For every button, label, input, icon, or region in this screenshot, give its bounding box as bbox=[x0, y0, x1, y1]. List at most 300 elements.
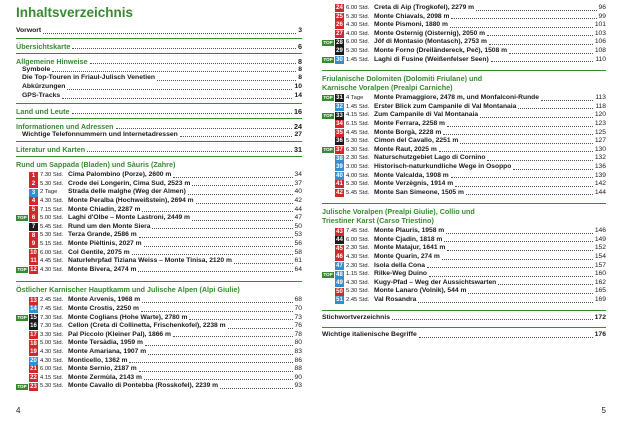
toc-tour-entry[interactable] bbox=[322, 262, 606, 271]
toc-entry[interactable] bbox=[322, 314, 606, 323]
toc-tour-entry[interactable] bbox=[16, 382, 302, 391]
toc-tour-entry[interactable] bbox=[322, 180, 606, 189]
tour-number-badge: 16 bbox=[30, 323, 37, 330]
toc-tour-entry[interactable] bbox=[322, 56, 606, 65]
toc-tour-entry[interactable] bbox=[322, 13, 606, 22]
toc-tour-entry[interactable] bbox=[322, 163, 606, 172]
spacer bbox=[16, 274, 302, 279]
toc-tour-entry[interactable] bbox=[16, 305, 302, 314]
top-tour-badge bbox=[16, 190, 28, 196]
top-tour-badge bbox=[16, 366, 28, 372]
right-page bbox=[310, 0, 620, 421]
page-ref: 6 bbox=[298, 41, 302, 51]
toc-entry[interactable] bbox=[322, 331, 606, 340]
leader-dots bbox=[234, 263, 293, 264]
leader-dots bbox=[145, 345, 293, 346]
toc-tour-entry[interactable] bbox=[16, 206, 302, 215]
tour-sections-right bbox=[322, 64, 606, 304]
toc-tour-entry[interactable] bbox=[322, 129, 606, 138]
tour-number-badge: 38 bbox=[336, 155, 343, 162]
page-ref: 34 bbox=[294, 171, 302, 179]
toc-tour-entry[interactable] bbox=[322, 172, 606, 181]
page-ref: 125 bbox=[594, 128, 606, 136]
tour-number-badge: 19 bbox=[30, 349, 37, 356]
top-tour-badge bbox=[322, 263, 334, 269]
page-ref: 146 bbox=[594, 227, 606, 235]
toc-tour-entry[interactable] bbox=[16, 296, 302, 305]
tour-duration: 5.30 Std. bbox=[346, 47, 370, 54]
toc-tour-entry[interactable] bbox=[322, 120, 606, 129]
tour-number-badge: 14 bbox=[30, 306, 37, 313]
section-heading-line: Friulanische Dolomiten (Dolomiti Friulane) und bbox=[322, 74, 483, 84]
tour-duration: 5.30 Std. bbox=[40, 383, 64, 390]
tour-name: Cellon (Creta di Collinetta, Frischenkofel), 2238 m bbox=[68, 322, 226, 330]
tour-duration: 4.30 Std. bbox=[40, 266, 64, 273]
leader-dots bbox=[447, 126, 593, 127]
toc-tour-entry[interactable] bbox=[322, 146, 606, 155]
tour-number-badge: 44 bbox=[336, 237, 343, 244]
toc-tour-entry[interactable] bbox=[322, 4, 606, 13]
toc-tour-entry[interactable] bbox=[322, 270, 606, 279]
toc-entry[interactable] bbox=[16, 42, 302, 51]
tour-name: Strada delle malghe (Weg der Almen) bbox=[68, 188, 186, 196]
leader-dots bbox=[43, 33, 296, 34]
tour-number-badge: 41 bbox=[336, 181, 343, 188]
toc-entry[interactable] bbox=[16, 66, 302, 75]
tour-duration: 5.00 Std. bbox=[40, 215, 64, 222]
tour-duration: 2.30 Std. bbox=[346, 245, 370, 252]
tour-name: Monte Pismoni, 1880 m bbox=[374, 21, 448, 29]
page-number-left: 4 bbox=[16, 406, 21, 415]
toc-tour-entry[interactable] bbox=[16, 357, 302, 366]
tour-duration: 2.45 Std. bbox=[346, 297, 370, 304]
tour-duration: 6.00 Std. bbox=[40, 249, 64, 256]
leader-dots bbox=[87, 151, 292, 152]
top-tour-badge: TOP bbox=[323, 147, 333, 153]
page-ref: 90 bbox=[294, 373, 302, 381]
toc-tour-entry[interactable] bbox=[16, 348, 302, 357]
tour-duration: 4.30 Std. bbox=[40, 348, 64, 355]
leader-dots bbox=[446, 233, 593, 234]
leader-dots bbox=[188, 194, 293, 195]
tour-duration: 4.45 Std. bbox=[346, 129, 370, 136]
tour-name: Cima Palombino (Porze), 2600 m bbox=[68, 171, 172, 179]
tour-number-badge: 47 bbox=[336, 262, 343, 269]
page-ref: 83 bbox=[294, 347, 302, 355]
toc-tour-entry[interactable] bbox=[16, 339, 302, 348]
tour-duration: 4.30 Std. bbox=[346, 22, 370, 29]
page-ref: 88 bbox=[294, 365, 302, 373]
toc-tour-entry[interactable] bbox=[322, 253, 606, 262]
leader-dots bbox=[192, 220, 293, 221]
tour-name: Monte Sernio, 2187 m bbox=[68, 365, 137, 373]
entry-title: Die Top-Touren in Friaul-Julisch Venetien bbox=[22, 74, 156, 82]
tour-number-badge: 18 bbox=[30, 340, 37, 347]
leader-dots bbox=[518, 108, 593, 109]
page-ref: 78 bbox=[294, 330, 302, 338]
top-tour-badge bbox=[322, 22, 334, 28]
tour-duration: 4.30 Std. bbox=[346, 279, 370, 286]
leader-dots bbox=[487, 35, 593, 36]
toc-tour-entry[interactable] bbox=[16, 314, 302, 323]
tour-number-badge: 3 bbox=[29, 189, 38, 197]
toc-tour-entry[interactable] bbox=[322, 111, 606, 120]
tour-name: Monte Peralba (Hochweißstein), 2694 m bbox=[68, 197, 194, 204]
top-tour-badge bbox=[322, 254, 334, 260]
tour-number-badge: 27 bbox=[336, 31, 343, 38]
tour-name: Monte Quarin, 274 m bbox=[374, 253, 440, 261]
leader-dots bbox=[466, 194, 593, 195]
tour-duration: 7.30 Std. bbox=[40, 323, 64, 330]
entry-title: Symbole bbox=[22, 65, 51, 73]
top-tour-badge bbox=[16, 198, 28, 204]
tour-number-badge: 33 bbox=[336, 112, 343, 119]
page-ref: 37 bbox=[294, 179, 302, 187]
tour-name: Laghi di Fusine (Weißenfelser Seen) bbox=[374, 55, 489, 63]
top-tour-badge bbox=[322, 237, 334, 243]
tour-name: Monte Matajur, 1641 m bbox=[374, 244, 446, 252]
section-heading bbox=[322, 207, 606, 225]
tour-number-badge: 50 bbox=[336, 288, 343, 295]
page-ref: 31 bbox=[294, 145, 302, 155]
tour-name: Creta di Aip (Trogkofel), 2279 m bbox=[374, 4, 475, 11]
toc-tour-entry[interactable] bbox=[322, 236, 606, 245]
tour-name: Monte Arvenis, 1968 m bbox=[68, 296, 141, 304]
page-ref: 44 bbox=[294, 205, 302, 213]
top-tour-badge bbox=[322, 14, 334, 20]
toc-entry[interactable] bbox=[16, 74, 302, 83]
tour-duration: 2.45 Std. bbox=[40, 297, 64, 304]
toc-tour-entry[interactable] bbox=[322, 38, 606, 47]
leader-dots bbox=[418, 302, 592, 303]
tour-name: Zum Campanile di Val Montanaia bbox=[374, 111, 479, 119]
divider bbox=[322, 70, 606, 71]
tour-duration: 5.30 Std. bbox=[40, 180, 64, 187]
tour-number-badge: 28 bbox=[336, 39, 343, 46]
toc-tour-entry[interactable] bbox=[322, 296, 606, 305]
divider bbox=[16, 103, 302, 104]
tour-number-badge: 34 bbox=[336, 121, 343, 128]
leader-dots bbox=[509, 53, 593, 54]
toc-tour-entry[interactable] bbox=[322, 154, 606, 163]
page-ref: 149 bbox=[594, 235, 606, 243]
toc-tour-entry[interactable] bbox=[322, 21, 606, 30]
leader-dots bbox=[443, 134, 593, 135]
tour-sections-left bbox=[16, 156, 302, 391]
page-number-right: 5 bbox=[601, 406, 606, 415]
leader-dots bbox=[429, 276, 593, 277]
leader-dots bbox=[444, 241, 592, 242]
toc-tour-entry[interactable] bbox=[322, 30, 606, 39]
page-ref: 64 bbox=[294, 265, 302, 273]
top-tour-badge bbox=[16, 258, 28, 264]
tour-duration: 6.15 Std. bbox=[346, 120, 370, 127]
page-ref: 123 bbox=[594, 119, 606, 127]
tour-duration: 7.45 Std. bbox=[346, 228, 370, 235]
toc-tour-entry[interactable] bbox=[322, 287, 606, 296]
page-ref: 127 bbox=[594, 137, 606, 145]
top-tour-badge bbox=[16, 323, 28, 329]
leader-dots bbox=[173, 177, 292, 178]
entry-title: Informationen und Adressen bbox=[16, 121, 114, 131]
tour-number-badge: 12 bbox=[30, 267, 37, 274]
toc-entry[interactable] bbox=[16, 131, 302, 140]
toc-tour-entry[interactable] bbox=[322, 94, 606, 103]
toc-entry[interactable] bbox=[16, 122, 302, 131]
toc-tour-entry[interactable] bbox=[16, 374, 302, 383]
tour-duration: 5.30 Std. bbox=[40, 232, 64, 239]
top-tour-badge bbox=[16, 207, 28, 213]
tour-number-badge: 30 bbox=[336, 56, 343, 63]
top-tour-badge bbox=[322, 190, 334, 196]
tour-name: Monticello, 1362 m bbox=[68, 356, 128, 364]
tour-duration: 4.00 Std. bbox=[346, 30, 370, 37]
leader-dots bbox=[468, 293, 592, 294]
tour-name: Jôf di Montasio (Montasch), 2753 m bbox=[374, 38, 487, 46]
tour-duration: 4.45 Std. bbox=[40, 258, 64, 265]
top-tour-badge bbox=[322, 48, 334, 54]
page-ref: 118 bbox=[595, 102, 606, 110]
leader-dots bbox=[480, 117, 593, 118]
tour-name: Monte Chiadin, 2287 m bbox=[68, 205, 141, 213]
leader-dots bbox=[116, 128, 292, 129]
page-ref: 58 bbox=[294, 248, 302, 256]
top-tour-badge bbox=[16, 349, 28, 355]
toc-tour-entry[interactable] bbox=[16, 223, 302, 232]
top-tour-badge: TOP bbox=[323, 95, 333, 101]
leader-dots bbox=[489, 44, 593, 45]
leader-dots bbox=[129, 362, 292, 363]
page-ref: 47 bbox=[294, 214, 302, 222]
page-ref: 53 bbox=[294, 231, 302, 239]
top-tour-badge bbox=[16, 341, 28, 347]
leader-dots bbox=[487, 160, 592, 161]
toc-tour-entry[interactable] bbox=[16, 180, 302, 189]
tour-number-badge: 7 bbox=[29, 223, 38, 231]
toc-tour-entry[interactable] bbox=[322, 137, 606, 146]
page-ref: 80 bbox=[294, 339, 302, 347]
page-ref: 154 bbox=[594, 253, 606, 261]
top-tour-badge bbox=[16, 306, 28, 312]
top-tour-badge: TOP bbox=[323, 271, 333, 277]
leader-dots bbox=[228, 328, 293, 329]
toc-entry[interactable] bbox=[16, 83, 302, 92]
toc-tour-entry[interactable] bbox=[322, 189, 606, 198]
tour-name: Monte Tersàdia, 1959 m bbox=[68, 339, 143, 347]
top-tour-badge bbox=[322, 280, 334, 286]
toc-tour-entry[interactable] bbox=[16, 240, 302, 249]
entry-title: Land und Leute bbox=[16, 106, 70, 116]
tour-duration: 4.30 Std. bbox=[346, 254, 370, 261]
tour-duration: 1.45 Std. bbox=[346, 103, 370, 110]
tour-number-badge: 10 bbox=[30, 249, 37, 256]
page-ref: 162 bbox=[594, 278, 606, 286]
toc-tour-entry[interactable] bbox=[322, 279, 606, 288]
toc-tour-entry[interactable] bbox=[16, 257, 302, 266]
leader-dots bbox=[442, 259, 593, 260]
leader-dots bbox=[144, 246, 293, 247]
tour-number-badge: 40 bbox=[336, 172, 343, 179]
toc-entry[interactable] bbox=[16, 57, 302, 66]
entry-title: GPS-Tracks bbox=[22, 91, 61, 99]
divider bbox=[322, 327, 606, 328]
tour-name: Monte Chiavals, 2098 m bbox=[374, 12, 450, 20]
tour-number-badge: 51 bbox=[336, 297, 343, 304]
tour-number-badge: 22 bbox=[30, 374, 37, 381]
section-heading-line: Östlicher Karnischer Hauptkamm und Julische Alpen (Alpi Giulie) bbox=[16, 285, 240, 295]
divider bbox=[322, 310, 606, 311]
tour-duration: 7.30 Std. bbox=[40, 172, 64, 179]
leader-dots bbox=[192, 185, 292, 186]
top-tour-badge bbox=[16, 233, 28, 239]
leader-dots bbox=[513, 169, 592, 170]
leader-dots bbox=[139, 371, 293, 372]
toc-tour-entry[interactable] bbox=[16, 231, 302, 240]
entry-title: Wichtige italienische Begriffe bbox=[322, 331, 417, 339]
tour-number-badge: 25 bbox=[336, 13, 343, 20]
tour-number-badge: 48 bbox=[336, 271, 343, 278]
spacer bbox=[322, 197, 606, 201]
section-heading-line: Triestiner Karst (Carso Triestino) bbox=[322, 216, 434, 226]
top-tour-badge: TOP bbox=[323, 39, 333, 45]
tour-name: Monte San Simeone, 1505 m bbox=[374, 188, 464, 196]
tour-number-badge: 5 bbox=[29, 206, 38, 214]
entry-title: Wichtige Telefonnummern und Internetadressen bbox=[22, 130, 178, 138]
tour-name: Monte Lanaro (Volnik), 544 m bbox=[374, 287, 467, 295]
page-ref: 165 bbox=[594, 287, 606, 295]
tour-name: Monte Ferrara, 2258 m bbox=[374, 119, 445, 127]
toc-tour-entry[interactable] bbox=[322, 244, 606, 253]
tour-number-badge: 49 bbox=[336, 280, 343, 287]
toc-tour-entry[interactable] bbox=[16, 197, 302, 206]
toc-tour-entry[interactable] bbox=[322, 103, 606, 112]
tour-duration: 4.00 Std. bbox=[346, 172, 370, 179]
page-ref: 3 bbox=[298, 27, 302, 34]
tour-duration: 1.15 Std. bbox=[346, 271, 370, 278]
top-tour-badge: TOP bbox=[17, 314, 27, 320]
top-tour-badge bbox=[16, 375, 28, 381]
top-tour-badge bbox=[16, 250, 28, 256]
tour-number-badge: 39 bbox=[336, 164, 343, 171]
page-ref: 76 bbox=[294, 322, 302, 330]
toc-entry[interactable] bbox=[16, 92, 302, 101]
leader-dots bbox=[144, 379, 293, 380]
top-tour-badge bbox=[322, 138, 334, 144]
leader-dots bbox=[451, 177, 593, 178]
toc-entry[interactable] bbox=[16, 107, 302, 116]
page-ref: 24 bbox=[294, 121, 302, 131]
tour-number-badge: 13 bbox=[30, 297, 37, 304]
tour-number-badge: 31 bbox=[336, 95, 343, 102]
top-tour-badge bbox=[322, 246, 334, 252]
tour-name: Monte Bivera, 2474 m bbox=[68, 265, 137, 273]
toc-tour-entry[interactable] bbox=[16, 188, 302, 197]
page-ref: 8 bbox=[298, 65, 302, 73]
toc-tour-entry[interactable] bbox=[322, 227, 606, 236]
top-tour-badge bbox=[16, 298, 28, 304]
section-heading-line: Rund um Sappada (Bladen) und Sàuris (Zahre) bbox=[16, 160, 176, 170]
tour-number-badge: 15 bbox=[30, 314, 37, 321]
top-tour-badge bbox=[16, 332, 28, 338]
tour-list-continued bbox=[322, 4, 606, 64]
tour-name: Monte Cavallo di Pontebba (Rosskofel), 2239 m bbox=[68, 382, 219, 390]
leader-dots bbox=[141, 311, 293, 312]
top-tour-badge: TOP bbox=[17, 383, 27, 389]
tour-duration: 4.30 Std. bbox=[40, 198, 64, 204]
toc-tour-entry[interactable] bbox=[16, 266, 302, 275]
top-tour-badge bbox=[322, 130, 334, 136]
top-tour-badge bbox=[322, 181, 334, 187]
tour-number-badge: 46 bbox=[336, 254, 343, 261]
toc-tour-entry[interactable] bbox=[16, 214, 302, 223]
tour-number-badge: 4 bbox=[29, 197, 38, 205]
entry-title: Vorwort bbox=[16, 27, 42, 34]
page-ref: 16 bbox=[294, 106, 302, 116]
spacer bbox=[322, 322, 606, 325]
tour-duration: 5.45 Std. bbox=[346, 189, 370, 196]
tour-number-badge: 36 bbox=[336, 138, 343, 145]
entry-title: Stichwortverzeichnis bbox=[322, 313, 390, 321]
leader-dots bbox=[142, 302, 292, 303]
page-ref: 176 bbox=[594, 331, 606, 339]
page-ref: 130 bbox=[594, 145, 606, 153]
toc-tour-entry[interactable] bbox=[322, 47, 606, 56]
tour-name: Monte Zermùla, 2143 m bbox=[68, 373, 142, 381]
toc-tour-entry[interactable] bbox=[16, 171, 302, 180]
toc-tour-entry[interactable] bbox=[16, 249, 302, 258]
tour-duration: 5.30 Std. bbox=[346, 181, 370, 188]
tour-number-badge: 23 bbox=[30, 383, 37, 390]
leader-dots bbox=[196, 203, 293, 204]
leader-dots bbox=[189, 319, 292, 320]
entry-title: Abkürzungen bbox=[22, 83, 66, 91]
top-tour-badge bbox=[322, 121, 334, 127]
leader-dots bbox=[450, 27, 593, 28]
tour-number-badge: 21 bbox=[30, 366, 37, 373]
tour-name: Monte Borgà, 2228 m bbox=[374, 128, 442, 136]
toc-tour-entry[interactable] bbox=[16, 322, 302, 331]
leader-dots bbox=[90, 63, 297, 64]
top-tour-badge bbox=[16, 181, 28, 187]
leader-dots bbox=[451, 18, 596, 19]
page-ref: 106 bbox=[594, 38, 606, 46]
toc-entry[interactable] bbox=[16, 27, 302, 36]
divider bbox=[16, 118, 302, 119]
toc-entry[interactable] bbox=[16, 145, 302, 154]
tour-number-badge: 29 bbox=[336, 48, 343, 55]
tour-name: Pal Piccolo (Kleiner Pal), 1866 m bbox=[68, 330, 171, 338]
divider bbox=[16, 53, 302, 54]
section-heading-line: Julische Voralpen (Prealpi Giulie), Collio und bbox=[322, 207, 475, 217]
top-tour-badge bbox=[16, 358, 28, 364]
tour-name: Monte Verzègnis, 1914 m bbox=[374, 180, 454, 188]
tour-number-badge: 43 bbox=[336, 228, 343, 235]
toc-tour-entry[interactable] bbox=[16, 365, 302, 374]
toc-tour-entry[interactable] bbox=[16, 331, 302, 340]
tour-duration: 3.30 Std. bbox=[40, 331, 64, 338]
tour-name: Isola della Cona bbox=[374, 261, 425, 269]
page-ref: 27 bbox=[294, 130, 302, 138]
leader-dots bbox=[460, 143, 592, 144]
tour-number-badge: 17 bbox=[30, 332, 37, 339]
tour-number-badge: 42 bbox=[336, 189, 343, 196]
page-ref: 70 bbox=[294, 304, 302, 312]
tour-name: Terza Grande, 2586 m bbox=[68, 231, 137, 239]
page-ref: 169 bbox=[594, 296, 606, 304]
page-ref: 14 bbox=[294, 91, 302, 99]
page-ref: 56 bbox=[294, 239, 302, 247]
leader-dots bbox=[152, 228, 292, 229]
